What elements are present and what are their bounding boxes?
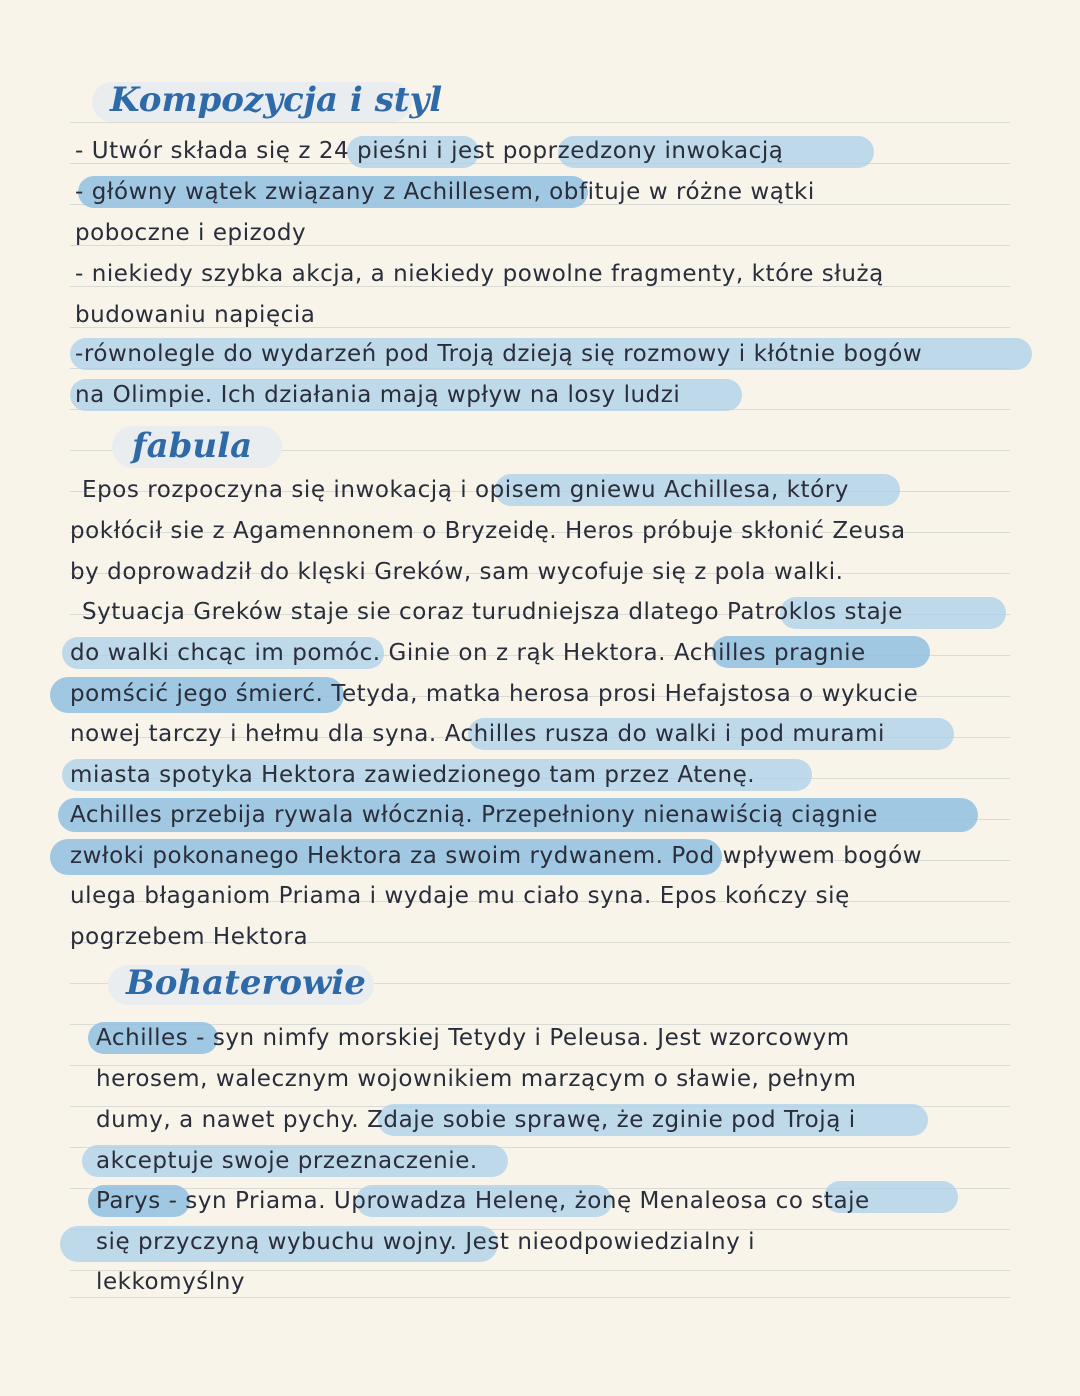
text-line: - niekiedy szybka akcja, a niekiedy powolne fragmenty, które służą xyxy=(75,261,884,287)
text-line: zwłoki pokonanego Hektora za swoim rydwanem. Pod wpływem bogów xyxy=(70,843,923,869)
text-line: akceptuje swoje przeznaczenie. xyxy=(96,1148,478,1174)
text-line: -równolegle do wydarzeń pod Troją dzieją się rozmowy i kłótnie bogów xyxy=(75,341,923,367)
text-line: pomścić jego śmierć. Tetyda, matka herosa prosi Hefajstosa o wykucie xyxy=(70,681,919,707)
text-line: Sytuacja Greków staje sie coraz turudniejsza dlatego Patroklos staje xyxy=(82,599,903,625)
text-line: poboczne i epizody xyxy=(75,220,307,246)
text-line: by doprowadził do klęski Greków, sam wycofuje się z pola walki. xyxy=(70,559,844,585)
text-line: do walki chcąc im pomóc. Ginie on z rąk Hektora. Achilles pragnie xyxy=(70,640,866,666)
text-line: dumy, a nawet pychy. Zdaje sobie sprawę, że zginie pod Troją i xyxy=(96,1107,856,1133)
section-heading-fabula: fabula xyxy=(132,426,253,466)
text-line: Epos rozpoczyna się inwokacją i opisem gniewu Achillesa, który xyxy=(82,477,849,503)
rule-line xyxy=(70,122,1010,123)
section-heading-bohaterowie: Bohaterowie xyxy=(126,963,366,1003)
text-line: Achilles - syn nimfy morskiej Tetydy i Peleusa. Jest wzorcowym xyxy=(96,1025,850,1051)
text-line: lekkomyślny xyxy=(96,1269,246,1295)
text-line: nowej tarczy i hełmu dla syna. Achilles rusza do walki i pod murami xyxy=(70,721,885,747)
text-line: pokłócił sie z Agamennonem o Bryzeidę. Heros próbuje skłonić Zeusa xyxy=(70,518,906,544)
text-line: się przyczyną wybuchu wojny. Jest nieodpowiedzialny i xyxy=(96,1229,756,1255)
text-line: pogrzebem Hektora xyxy=(70,924,309,950)
text-line: ulega błaganiom Priama i wydaje mu ciało syna. Epos kończy się xyxy=(70,883,850,909)
text-line: miasta spotyka Hektora zawiedzionego tam przez Atenę. xyxy=(70,762,756,788)
section-heading-kompozycja: Kompozycja i styl xyxy=(110,80,443,120)
text-line: - główny wątek związany z Achillesem, obfituje w różne wątki xyxy=(75,179,815,205)
text-line: Achilles przebija rywala włócznią. Przepełniony nienawiścią ciągnie xyxy=(70,802,878,828)
text-line: Parys - syn Priama. Uprowadza Helenę, żonę Menaleosa co staje xyxy=(96,1188,870,1214)
text-line: na Olimpie. Ich działania mają wpływ na losy ludzi xyxy=(75,382,681,408)
text-line: - Utwór składa się z 24 pieśni i jest poprzedzony inwokacją xyxy=(75,138,784,164)
text-line: herosem, walecznym wojownikiem marzącym o sławie, pełnym xyxy=(96,1066,857,1092)
text-line: budowaniu napięcia xyxy=(75,302,316,328)
